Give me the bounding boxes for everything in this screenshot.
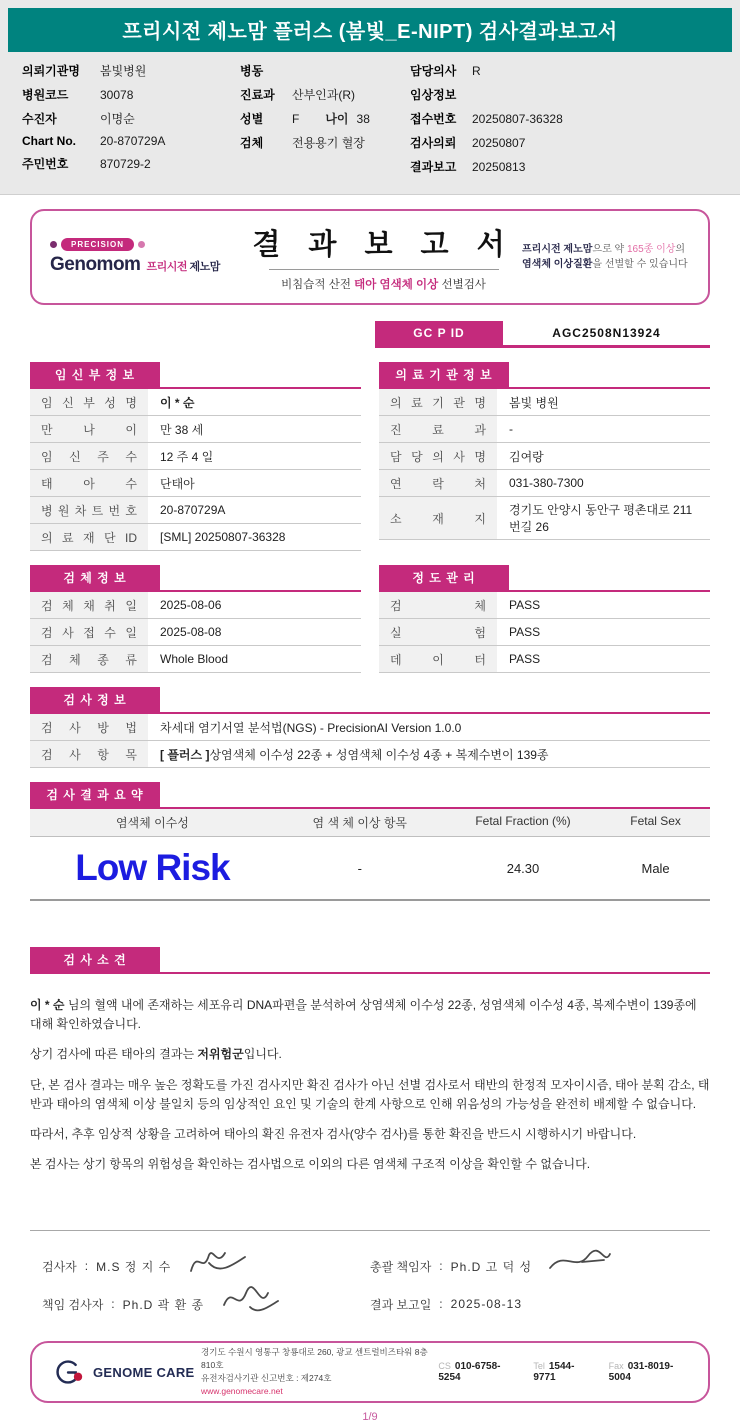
gcpid-label: GC P ID: [375, 321, 503, 348]
row-label: 담 당 의 사 명: [390, 449, 486, 464]
row-value: 2025-08-06: [160, 598, 222, 612]
row-value: 김여랑: [509, 449, 544, 464]
field-label: 병원코드: [22, 88, 69, 102]
report-title-banner: 프리시전 제노맘 플러스 (봄빛_E-NIPT) 검사결과보고서: [8, 8, 732, 52]
info-row: [22, 110, 240, 127]
row-value: 차세대 염기서열 분석법(NGS) - PrecisionAI Version 1.0.0: [160, 720, 462, 735]
field-value: 이명순: [100, 112, 135, 126]
row-value: 12 주 4 일: [160, 449, 214, 464]
signature-left-col: [42, 1247, 370, 1323]
row-value: 20-870729A: [160, 503, 226, 517]
footer-address-line2: 유전자검사기관 신고번호 : 제274호: [201, 1373, 332, 1384]
info-row: [22, 155, 240, 172]
precision-badge-label: PRECISION: [61, 238, 134, 251]
genomom-logo: [50, 238, 245, 276]
field-label: 성별: [240, 112, 264, 126]
table-row: [379, 470, 710, 497]
summary-header-row: [30, 809, 710, 837]
result-summary-table: [30, 782, 710, 901]
footer-address: [201, 1346, 438, 1399]
genome-care-mark-icon: [50, 1357, 88, 1387]
row-value: 2025-08-08: [160, 625, 222, 639]
row-value: 만 38 세: [160, 422, 204, 437]
brand-name-korean: 프리시전 제노맘: [146, 261, 220, 273]
field-label: 주민번호: [22, 157, 69, 171]
row-label: 검 체 채 취 일: [41, 598, 137, 613]
footer-tel: Tel 1544-9771: [533, 1361, 575, 1384]
summary-col-header: Fetal Sex: [630, 814, 681, 828]
row-value: 봄빛 병원: [509, 395, 559, 410]
info-row-sex-age: [240, 110, 410, 127]
section-tab: 검 체 정 보: [30, 565, 160, 590]
director-signature-icon: [546, 1248, 614, 1276]
gcpid-row: [375, 321, 710, 348]
table-row: [379, 592, 710, 619]
info-row: [240, 86, 410, 103]
field-value: 38: [356, 112, 370, 126]
table-row: [30, 416, 361, 443]
row-value: 이 * 순: [160, 395, 195, 410]
info-row: [410, 86, 718, 103]
table-row: [379, 443, 710, 470]
section-tab: 정 도 관 리: [379, 565, 509, 590]
institution-info-table: [379, 362, 710, 551]
pill-dot-left-icon: [50, 241, 57, 248]
row-value: [ 플러스 ] 상염색체 이수성 22종 + 성염색체 이수성 4종 + 복제수변이 139종: [160, 747, 549, 762]
report-title-area: [245, 222, 522, 292]
row-label: 진 료 과: [390, 422, 486, 437]
findings-paragraph: 이 * 순 님의 혈액 내에 존재하는 세포유리 DNA파편을 분석하여 상염색체 이수성 22종, 성염색체 이수성 4종, 복제수변이 139종에 대해 확인하였습니다.: [30, 998, 697, 1032]
row-value: PASS: [509, 652, 541, 666]
row-label: 의 료 재 단 ID: [41, 530, 137, 545]
footer-address-line1: 경기도 수원시 영통구 창룡대로 260, 광교 센트럴비즈타워 8층 810호: [201, 1346, 428, 1371]
row-label: 연 락 처: [390, 476, 486, 491]
table-row: [30, 646, 361, 673]
row-label: 임 신 부 성 명: [41, 395, 137, 410]
findings-section: [30, 947, 710, 1174]
director-row: 총괄 책임자 : Ph.D 고 덕 성: [370, 1247, 698, 1285]
title-divider: [269, 269, 499, 270]
section-header: [379, 362, 710, 389]
row-value: 단태아: [160, 476, 195, 491]
table-row: [30, 592, 361, 619]
table-row: [30, 714, 710, 741]
pill-dot-right-icon: [138, 241, 145, 248]
examiner-signature-icon: [185, 1245, 257, 1279]
row-label: 임 신 주 수: [41, 449, 137, 464]
report-document: [0, 195, 740, 1423]
field-value: 봄빛병원: [100, 64, 147, 78]
info-row: [410, 62, 718, 79]
row-value: PASS: [509, 598, 541, 612]
findings-paragraph: 단, 본 검사 결과는 매우 높은 정확도를 가진 검사지만 확진 검사가 아닌 선별 검사로서 태반의 한정적 모자이시즘, 태아 분획 감소, 태반과 태아의 염색체 이상 불일치 등의 임상적인 요인 및 기술의 한계 사항으로 인해 위음성의 가능성을 완전히 배제할 수 없습니다.: [30, 1077, 710, 1111]
brand-name: Genomom: [50, 254, 141, 275]
info-row: [22, 86, 240, 103]
specimen-qc-row: [30, 565, 710, 673]
section-header: [30, 362, 361, 389]
info-row: [240, 62, 410, 79]
field-label: 결과보고: [410, 160, 457, 174]
brand-banner-box: [30, 209, 710, 305]
brand-wordmark: [50, 254, 245, 276]
info-row: [240, 134, 410, 151]
info-row: [410, 158, 718, 175]
row-value: PASS: [509, 625, 541, 639]
result-low-risk: Low Risk: [75, 847, 230, 888]
section-tab: 검 사 정 보: [30, 687, 160, 712]
abnormal-item-value: -: [357, 860, 362, 876]
report-main-title: 결 과 보 고 서: [252, 229, 515, 261]
section-header: [30, 687, 710, 714]
chief-examiner-row: 책임 검사자 : Ph.D 곽 환 종: [42, 1285, 370, 1323]
field-value: 20250807-36328: [472, 112, 563, 126]
field-label: 검사의뢰: [410, 136, 457, 150]
chief-examiner-signature-icon: [218, 1283, 290, 1317]
footer-contacts: [438, 1361, 690, 1383]
info-row: [410, 110, 718, 127]
row-label: 병 원 차 트 번 호: [41, 503, 137, 518]
field-label: 의뢰기관명: [22, 64, 80, 78]
precision-badge: [50, 238, 245, 251]
summary-col-header: Fetal Fraction (%): [475, 814, 571, 828]
findings-paragraph: 상기 검사에 따른 태아의 결과는 저위험군입니다.: [30, 1047, 282, 1062]
field-value: R: [472, 64, 481, 78]
report-date-row: 결과 보고일 : 2025-08-13: [370, 1297, 523, 1312]
table-row: [30, 497, 361, 524]
examiner-row: 검사자 : M.S 정 지 수: [42, 1247, 370, 1285]
footer-cs: CS 010-6758-5254: [438, 1361, 501, 1384]
field-label: 수진자: [22, 112, 57, 126]
row-label: 검 체: [390, 598, 486, 613]
report-subtitle: 비침습적 산전 태아 염색체 이상 선별검사: [281, 279, 486, 291]
summary-col-header: 염색체 이수성: [115, 816, 189, 830]
row-label: 만 나 이: [41, 422, 137, 437]
patient-info-col2: [240, 62, 410, 182]
patient-info-col1: [22, 62, 240, 182]
summary-col-header: 염 색 체 이상 항목: [312, 816, 408, 830]
findings-body: [30, 996, 710, 1174]
patient-info-col3: [410, 62, 718, 182]
table-row: [30, 443, 361, 470]
section-header: [30, 565, 361, 592]
row-value: -: [509, 422, 513, 436]
genome-care-wordmark: GENOME CARE: [93, 1364, 195, 1380]
row-label: 검 사 접 수 일: [41, 625, 137, 640]
info-tables-row: [30, 362, 710, 551]
footer-box: [30, 1341, 710, 1403]
table-row: [379, 416, 710, 443]
table-row: [30, 470, 361, 497]
row-label: 검 사 방 법: [41, 720, 137, 735]
fetal-sex-value: Male: [641, 860, 670, 876]
row-value: [SML] 20250807-36328: [160, 530, 286, 544]
findings-paragraph: 본 검사는 상기 항목의 위험성을 확인하는 검사법으로 이외의 다른 염색체 구조적 이상을 확인할 수 없습니다.: [30, 1157, 591, 1172]
signature-block: [30, 1230, 710, 1323]
summary-result-row: [30, 837, 710, 901]
row-label: 태 아 수: [41, 476, 137, 491]
section-header: [30, 947, 710, 974]
field-value: 30078: [100, 88, 134, 102]
row-label: 소 재 지: [390, 511, 486, 526]
field-label: 검체: [240, 136, 264, 150]
section-tab: 검 사 결 과 요 약: [30, 782, 160, 807]
row-label: 실 험: [390, 625, 486, 640]
field-label: 진료과: [240, 88, 275, 102]
qc-table: [379, 565, 710, 673]
table-row: [30, 619, 361, 646]
row-label: 데 이 터: [390, 652, 486, 667]
gcpid-value: AGC2508N13924: [503, 321, 710, 348]
table-row: [30, 389, 361, 416]
footer-fax: Fax 031-8019-5004: [608, 1361, 674, 1384]
field-label: 담당의사: [410, 64, 457, 78]
row-label: 검 사 항 목: [41, 747, 137, 762]
table-row: [30, 524, 361, 551]
info-row: [410, 134, 718, 151]
row-label: 검 체 종 류: [41, 652, 137, 667]
signature-right-col: [370, 1247, 698, 1323]
table-row: [379, 497, 710, 540]
section-tab: 의 료 기 관 정 보: [379, 362, 509, 387]
field-label: 접수번호: [410, 112, 457, 126]
field-value: 산부인과(R): [292, 88, 356, 102]
field-value: F: [292, 112, 300, 126]
specimen-info-table: [30, 565, 361, 673]
patient-info-grid: [8, 52, 732, 184]
section-tab: 임 신 부 정 보: [30, 362, 160, 387]
table-row: [379, 646, 710, 673]
field-value: 20250813: [472, 160, 526, 174]
test-info-table: [30, 687, 710, 768]
section-tab: 검 사 소 견: [30, 947, 160, 972]
field-label: Chart No.: [22, 134, 76, 148]
field-label: 병동: [240, 64, 264, 78]
field-value: 20-870729A: [100, 134, 166, 148]
page-number: 1/9: [362, 1411, 378, 1423]
field-value: 전용용기 혈장: [292, 136, 365, 150]
field-value: 20250807: [472, 136, 526, 150]
fetal-fraction-value: 24.30: [506, 860, 540, 876]
genome-care-logo: [50, 1357, 201, 1387]
pregnant-info-table: [30, 362, 361, 551]
row-label: 의 료 기 관 명: [390, 395, 486, 410]
patient-header-block: [0, 0, 740, 195]
table-row: [379, 619, 710, 646]
info-row: [22, 134, 240, 148]
row-value: Whole Blood: [160, 652, 229, 666]
section-header: [30, 782, 710, 809]
row-value: 031-380-7300: [509, 476, 584, 490]
info-row: [22, 62, 240, 79]
findings-paragraph: 따라서, 추후 임상적 상황을 고려하여 태아의 확진 유전자 검사(양수 검사)를 통한 확진을 반드시 시행하시기 바랍니다.: [30, 1126, 637, 1141]
row-value: 경기도 안양시 동안구 평촌대로 211번길 26: [509, 503, 693, 534]
table-row: [379, 389, 710, 416]
field-label: 임상정보: [410, 88, 457, 102]
field-label: 나이: [325, 112, 349, 126]
table-row: [30, 741, 710, 768]
section-header: [379, 565, 710, 592]
footer-website-link[interactable]: www.genomecare.net: [201, 1386, 283, 1397]
field-value: 870729-2: [100, 157, 151, 171]
banner-side-note: 프리시전 제노맘으로 약 165종 이상의 염색체 이상질환을 선별할 수 있습니다: [522, 244, 688, 270]
